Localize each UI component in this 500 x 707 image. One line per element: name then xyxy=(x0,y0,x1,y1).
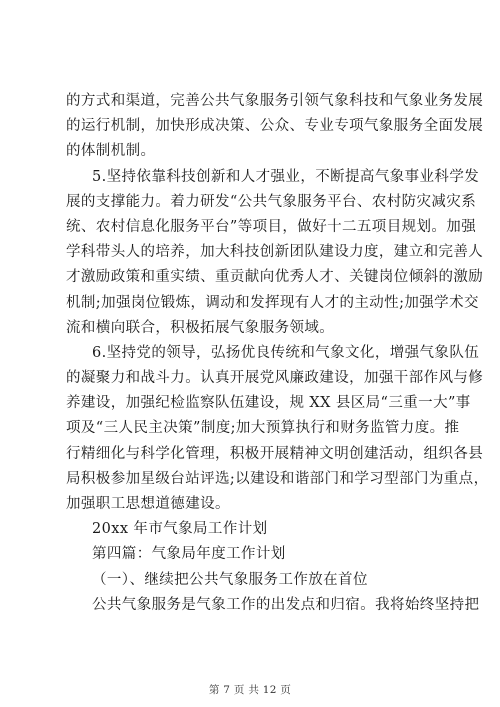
body-text xyxy=(66,89,489,618)
text-line: 行精细化与科学化管理，积极开展精神文明创建活动，组织各县 xyxy=(66,445,484,462)
text-line: 的体制机制。 xyxy=(66,143,156,160)
text-line: 学科带头人的培养，加大科技创新团队建设力度，建立和完善人 xyxy=(66,244,484,261)
section-heading: 第四篇：气象局年度工作计划 xyxy=(92,546,286,563)
paragraph-start-5: 5.坚持依靠科技创新和人才强业，不断提高气象事业科学发 xyxy=(92,168,480,185)
text-line: 养建设，加强纪检监察队伍建设，规 XX 县区局“三重一大”事 xyxy=(66,395,471,412)
text-line: 加强职工思想道德建设。 xyxy=(66,496,230,512)
text-line: 的运行机制，加快形成决策、公众、专业专项气象服务全面发展 xyxy=(66,118,484,135)
text-line: 才激励政策和重实绩、重贡献向优秀人才、关键岗位倾斜的激励 xyxy=(66,269,484,286)
subsection-heading: （一）、继续把公共气象服务工作放在首位 xyxy=(92,571,368,588)
paragraph-start-6: 6.坚持党的领导，弘扬优良传统和气象文化，增强气象队伍 xyxy=(92,344,480,361)
text-line: 公共气象服务是气象工作的出发点和归宿。我将始终坚持把 xyxy=(92,596,480,613)
text-line: 流和横向联合，积极拓展气象服务领域。 xyxy=(66,319,335,336)
text-line: 的凝聚力和战斗力。认真开展党风廉政建设，加强干部作风与修 xyxy=(66,370,484,387)
text-line: 的方式和渠道，完善公共气象服务引领气象科技和气象业务发展 xyxy=(66,93,484,109)
page-number-footer: 第 7 页 共 12 页 xyxy=(208,684,292,696)
text-line: 机制;加强岗位锻炼，调动和发挥现有人才的主动性;加强学术交 xyxy=(66,294,479,311)
text-line: 项及“三人民主决策”制度;加大预算执行和财务监管力度。推 xyxy=(66,420,460,437)
plan-title: 20xx 年市气象局工作计划 xyxy=(92,521,268,538)
text-line: 展的支撑能力。着力研发“公共气象服务平台、农村防灾减灾系 xyxy=(66,193,477,210)
text-line: 统、农村信息化服务平台”等项目，做好十二五项目规划。加强 xyxy=(66,218,477,235)
text-line: 局积极参加星级台站评选;以建设和谐部门和学习型部门为重点， xyxy=(66,470,489,487)
